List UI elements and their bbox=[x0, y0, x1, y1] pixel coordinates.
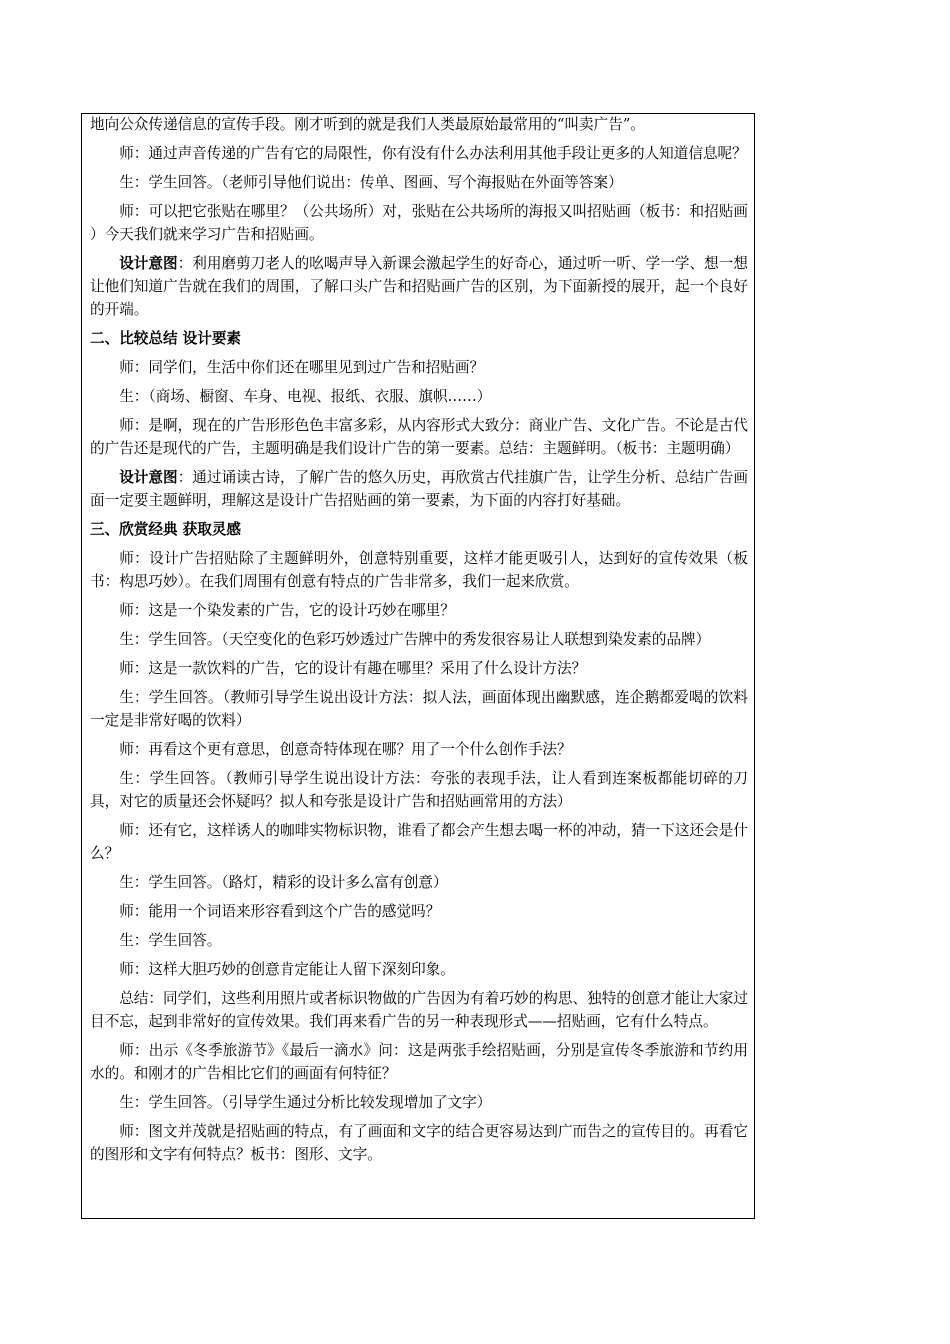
paragraph: 师：同学们，生活中你们还在哪里见到过广告和招贴画？ bbox=[119, 359, 485, 376]
design-intent-text: ：利用磨剪刀老人的吆喝声导入新课会激起学生的好奇心，通过听一听、学一学、想一想让他们知道广告就在我们的周围，了解口头广告和招贴画广告的区别，为下面新授的展开，起一个良好的开端。 bbox=[90, 255, 748, 318]
paragraph: 师：还有它，这样诱人的咖啡实物标识物，谁看了都会产生想去喝一杯的冲动，猜一下这还会是什么？ bbox=[90, 822, 748, 862]
paragraph: 总结：同学们，这些利用照片或者标识物做的广告因为有着巧妙的构思、独特的创意才能让大家过目不忘，起到非常好的宣传效果。我们再来看广告的另一种表现形式——招贴画，它有什么特点。 bbox=[90, 990, 748, 1030]
paragraph: 生：学生回答。（教师引导学生说出设计方法：拟人法，画面体现出幽默感，连企鹅都爱喝的饮料一定是非常好喝的饮料） bbox=[90, 689, 748, 729]
paragraph: 生：学生回答。 bbox=[119, 932, 222, 949]
paragraph: 师：设计广告招贴除了主题鲜明外，创意特别重要，这样才能更吸引人，达到好的宣传效果（板书：构思巧妙）。在我们周围有创意有特点的广告非常多，我们一起来欣赏。 bbox=[90, 550, 748, 590]
paragraph: 师：这是一款饮料的广告，它的设计有趣在哪里？采用了什么设计方法？ bbox=[119, 660, 587, 677]
paragraph: 师：出示《冬季旅游节》《最后一滴水》问：这是两张手绘招贴画，分别是宣传冬季旅游和节约用水的。和刚才的广告相比它们的画面有何特征？ bbox=[90, 1042, 748, 1082]
paragraph: 师：是啊，现在的广告形形色色丰富多彩，从内容形式大致分：商业广告、文化广告。不论是古代的广告还是现代的广告，主题明确是我们设计广告的第一要素。总结：主题鲜明。（板书：主题明确） bbox=[90, 417, 748, 457]
section-heading: 二、比较总结 设计要素 bbox=[90, 330, 242, 347]
paragraph: 生：学生回答。（老师引导他们说出：传单、图画、写个海报贴在外面等答案） bbox=[119, 174, 623, 191]
design-intent-label: 设计意图 bbox=[119, 255, 178, 272]
design-intent-text: ：通过诵读古诗，了解广告的悠久历史，再欣赏古代挂旗广告，让学生分析、总结广告画面一定要主题鲜明，理解这是设计广告招贴画的第一要素，为下面的内容打好基础。 bbox=[90, 469, 748, 509]
document-body bbox=[90, 113, 748, 1166]
paragraph: 生：学生回答。（教师引导学生说出设计方法：夸张的表现手法，让人看到连案板都能切碎的刀具，对它的质量还会怀疑吗？拟人和夸张是设计广告和招贴画常用的方法） bbox=[90, 770, 748, 810]
paragraph: 师：可以把它张贴在哪里？（公共场所）对，张贴在公共场所的海报又叫招贴画（板书：和招贴画 ）今天我们就来学习广告和招贴画。 bbox=[90, 203, 748, 243]
design-intent-paragraph bbox=[90, 466, 748, 512]
paragraph: 生：学生回答。（引导学生通过分析比较发现增加了文字） bbox=[119, 1094, 492, 1111]
paragraph: 师：这是一个染发素的广告，它的设计巧妙在哪里？ bbox=[119, 602, 455, 619]
paragraph: 生：学生回答。（路灯，精彩的设计多么富有创意） bbox=[119, 874, 448, 891]
paragraph: 师：通过声音传递的广告有它的局限性，你有没有什么办法利用其他手段让更多的人知道信息呢？ bbox=[119, 145, 747, 162]
paragraph: 生：学生回答。（天空变化的色彩巧妙透过广告牌中的秀发很容易让人联想到染发素的品牌） bbox=[119, 631, 711, 648]
paragraph: 地向公众传递信息的宣传手段。刚才听到的就是我们人类最原始最常用的“叫卖广告”。 bbox=[90, 116, 645, 133]
paragraph: 师：能用一个词语来形容看到这个广告的感觉吗？ bbox=[119, 903, 441, 920]
design-intent-label: 设计意图 bbox=[119, 469, 178, 486]
paragraph: 师：再看这个更有意思，创意奇特体现在哪？用了一个什么创作手法？ bbox=[119, 741, 572, 758]
section-heading: 三、欣赏经典 获取灵感 bbox=[90, 521, 242, 538]
design-intent-paragraph bbox=[90, 252, 748, 321]
paragraph: 师：图文并茂就是招贴画的特点，有了画面和文字的结合更容易达到广而告之的宣传目的。再看它的图形和文字有何特点？板书：图形、文字。 bbox=[90, 1123, 748, 1163]
paragraph: 师：这样大胆巧妙的创意肯定能让人留下深刻印象。 bbox=[119, 961, 455, 978]
paragraph: 生：（商场、橱窗、车身、电视、报纸、衣服、旗帜……） bbox=[119, 388, 492, 405]
